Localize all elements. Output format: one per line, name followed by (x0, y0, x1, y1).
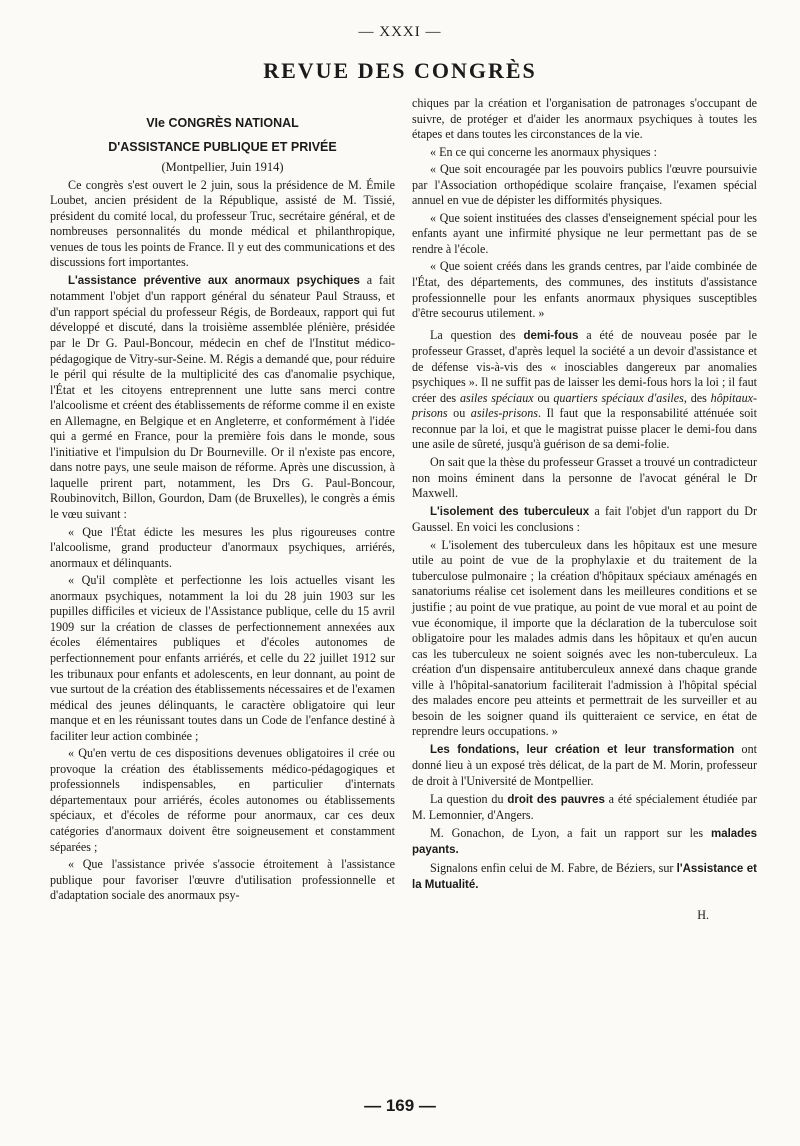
paragraph: « L'isolement des tuberculeux dans les hôpitaux est une mesure utile au point de vue de la prophylaxie et du traitement de la tuberculose pulmonaire ; la création d'hôpitaux spéciaux aménagés en sanatoriums réalise cet isolement dans les meilleures conditions et se justifie ; au point de vue pratique, au point de vue moral et au point de vue économique, il importe que la déclaration de la tuberculose soit obligatoire pour les malades admis dans les hôpitaux et qu'en aucun cas les tuberculeux ne soient soignés avec les non-tuberculeux. La création d'un dispensaire antituberculeux annexé dans chaque grande ville à l'hôpital-sanatorium faciliterait l'admission à l'hôpital spécial des malades encore peu atteints et permettrait de les surveiller et au besoin de les soigner quand ils quitteraient ce service, en état de reprendre leurs occupations. » (412, 537, 757, 739)
bold-topic: demi-fous (523, 329, 579, 342)
paragraph: « Que l'État édicte les mesures les plus rigoureuses contre l'alcoolisme, grand producteur d'anormaux psychiques, arriérés, anormaux et délinquants. (50, 524, 395, 570)
paragraph: M. Gonachon, de Lyon, a fait un rapport sur les malades payants. (412, 825, 757, 857)
left-column (50, 112, 395, 906)
paragraph: La question du droit des pauvres a été spécialement étudiée par M. Lemonnier, d'Angers. (412, 791, 757, 823)
section-subtitle: (Montpellier, Juin 1914) (161, 160, 284, 174)
paragraph: « En ce qui concerne les anormaux physiques : (430, 144, 658, 159)
section-title-line1: VIe CONGRÈS NATIONAL (146, 116, 299, 130)
paragraph: « Qu'il complète et perfectionne les lois actuelles visant les anormaux psychiques, notamment la loi du 28 juin 1903 sur les pupilles difficiles et vicieux de l'Assistance publique, celle du 15 avril 1909 sur la création de classes de perfectionnement annexées aux écoles élémentaires publiques et d'écoles autonomes de perfectionnement pour enfants arriérés, et celle du 22 juillet 1912 sur les tribunaux pour enfants et adolescents, en leur donnant, au point de vue surtout de la création des établissements nécessaires et de l'examen médical des jeunes délinquants, le caractère obligatoire qui leur manque et en les réunissant toutes dans un Code de l'enfance destiné à faciliter leur action combinée ; (50, 573, 395, 743)
paragraph: « Que l'assistance privée s'associe étroitement à l'assistance publique pour favoriser l'œuvre d'utilisation professionnelle et d'adaptation sociale des anormaux psy- (50, 857, 395, 903)
bold-topic: Les fondations, leur création et leur transformation (430, 743, 735, 756)
section-title-line2: D'ASSISTANCE PUBLIQUE ET PRIVÉE (108, 140, 337, 154)
paragraph: Ce congrès s'est ouvert le 2 juin, sous la présidence de M. Émile Loubet, ancien président de la République, assisté de M. Tissié, président du comité local, du professeur Truc, secrétaire général, et de nombreuses personnalités du monde médical et philanthropique, venues de tous les points de France. Il y eut des communications et des discussions fort importantes. (50, 177, 395, 270)
paragraph: « Que soit encouragée par les pouvoirs publics l'œuvre poursuivie par l'Association orthopédique scolaire française, l'examen spécial annuel en vue de dépister les difformités physiques. (412, 162, 757, 208)
paragraph: chiques par la création et l'organisation de patronages s'occupant de suivre, de protéger et d'aider les anormaux psychiques à toutes les étapes et dans toutes les circonstances de la vie. (412, 96, 757, 142)
page-number: — 169 — (364, 1096, 436, 1115)
bold-topic: malades payants. (412, 827, 757, 857)
right-column (412, 96, 757, 923)
bold-topic: droit des pauvres (507, 793, 605, 806)
paragraph: On sait que la thèse du professeur Grasset a trouvé un contradicteur non moins éminent dans la personne de l'avocat général le Dr Maxwell. (412, 455, 757, 501)
roman-folio: — XXXI — (358, 24, 442, 40)
bold-topic: l'Assistance et la Mutualité. (412, 862, 757, 892)
bold-topic: L'isolement des tuberculeux (430, 505, 590, 518)
paragraph: Les fondations, leur création et leur transformation ont donné lieu à un exposé très délicat, de la part de M. Morin, professeur de droit à l'Université de Montpellier. (412, 741, 757, 788)
paragraph: L'isolement des tuberculeux a fait l'objet d'un rapport du Dr Gaussel. En voici les conclusions : (412, 503, 757, 535)
paragraph: Signalons enfin celui de M. Fabre, de Béziers, sur l'Assistance et la Mutualité. (412, 860, 757, 892)
bold-topic: L'assistance préventive aux anormaux psychiques (68, 274, 360, 287)
paragraph: « Que soient instituées des classes d'enseignement spécial pour les enfants ayant une infirmité physique ne leur permettant pas de se rendre à l'école. (412, 210, 757, 256)
signature: H. (697, 907, 709, 922)
paragraph: « Que soient créés dans les grands centres, par l'aide combinée de l'État, des départements, des communes, des instituts d'assistance professionnelle pour les enfants anormaux physiques susceptibles d'être secourus utilement. » (412, 259, 757, 321)
paragraph: L'assistance préventive aux anormaux psychiques a fait notamment l'objet d'un rapport général du sénateur Paul Strauss, et d'un rapport spécial du professeur Régis, de Bordeaux, rapport qui fut développé et discuté, dans la troisième assemblée plénière, présidée par le Dr G. Paul-Boncour, médecin en chef de l'Institut médico-pédagogique de Vitry-sur-Seine. M. Régis a demandé que, pour réduire le péril qui résulte de la multiplicité des cas d'anomalie psychique, l'État et les citoyens entreprennent une lutte sans merci contre l'alcoolisme et créent des établissements de réforme comme il en existe en Allemagne, en Belgique et en Angleterre, et conformément à l'idée qui a germé en France, pour la première fois dans le monde, sous l'initiative et l'impulsion du Dr Bourneville. Or il n'existe pas encore, dans notre pays, une seule maison de réforme. Après une discussion, à laquelle prirent part, notamment, les Drs G. Paul-Boncour, Roubinovitch, Billon, Gourdon, Dam (de Bruxelles), le congrès a émis le vœu suivant : (50, 272, 395, 522)
paragraph: La question des demi-fous a été de nouveau posée par le professeur Grasset, d'après lequel la société a un devoir d'assistance et de défense vis-à-vis des « inosciables dangereux par anomalies psychiques ». Il ne suffit pas de laisser les demi-fous hors la loi ; il faut créer des asiles spéciaux ou quartiers spéciaux d'asiles, des hôpitaux-prisons ou asiles-prisons. Il faut que la responsabilité atténuée soit reconnue par la loi, et que le magistrat puisse placer le demi-fou dans une asile de sûreté, jusqu'à guérison de sa demi-folie. (412, 327, 758, 452)
paragraph: « Qu'en vertu de ces dispositions devenues obligatoires il crée ou provoque la création des établissements médico-pédagogiques et professionnels indispensables, en particulier d'internats départementaux pour arriérés, écoles autonomes ou établissements spéciaux, et d'écoles de réforme pour anormaux, car ces deux catégories d'anormaux doivent être soigneusement et constamment séparées ; (50, 746, 395, 854)
journal-title: REVUE DES CONGRÈS (263, 58, 537, 83)
